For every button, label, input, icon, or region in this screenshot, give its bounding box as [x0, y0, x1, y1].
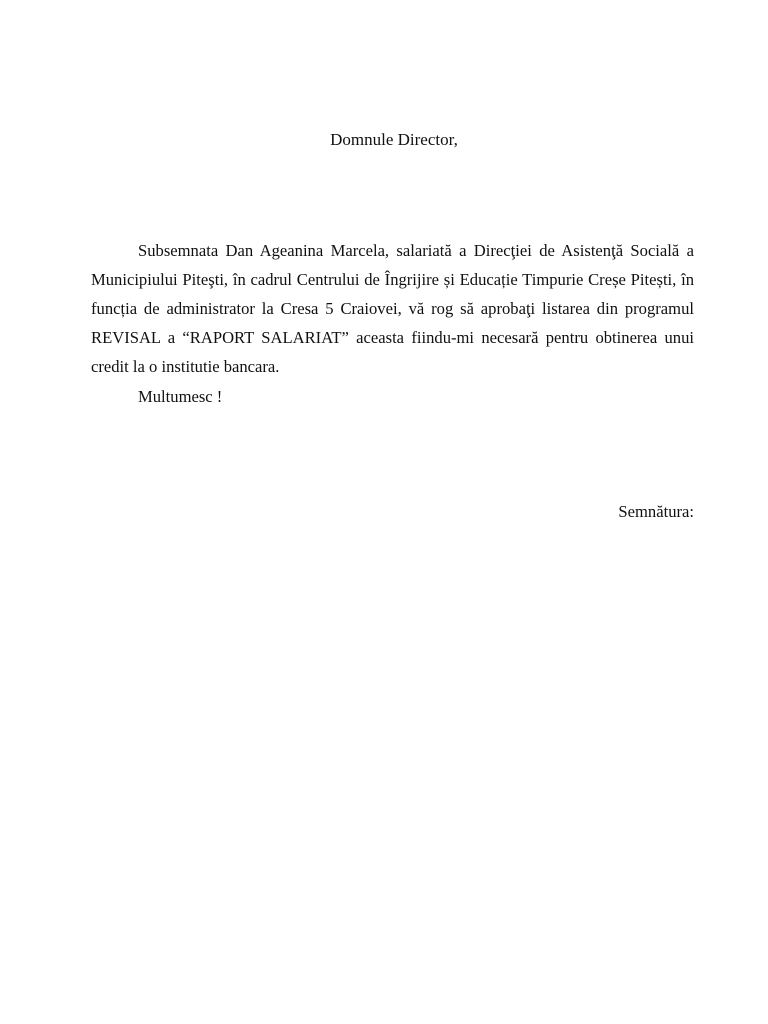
request-paragraph: Subsemnata Dan Ageanina Marcela, salariată a Direcţiei de Asistenţă Socială a Municipiului Piteşti, în cadrul Centrului de Îngrijire și Educație Timpurie Creșe Pitești, în funcția de administrator la Cresa 5 Craiovei, vă rog să aprobaţi listarea din programul REVISAL a “RAPORT SALARIAT” aceasta fiindu-mi necesară pentru obtinerea unui credit la o institutie bancara.	[91, 241, 694, 376]
signature-label: Semnătura:	[618, 502, 694, 521]
salutation: Domnule Director,	[330, 130, 458, 149]
closing-thanks: Multumesc !	[138, 387, 223, 406]
